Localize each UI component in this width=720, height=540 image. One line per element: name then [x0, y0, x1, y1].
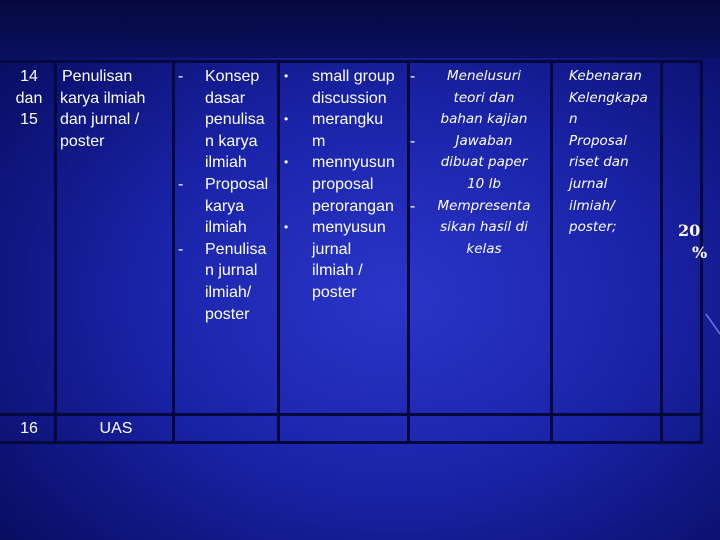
method-line: ilmiah /	[312, 262, 363, 279]
criteria-line: ilmiah/	[569, 198, 615, 214]
week-cell-16: 16	[20, 420, 38, 437]
criteria-line: n	[569, 111, 578, 127]
col-divider	[407, 60, 410, 444]
material-line: n jurnal	[205, 262, 258, 279]
task-line: Mempresenta	[437, 198, 531, 214]
list-dash: -	[410, 198, 416, 215]
material-line: ilmiah/	[205, 284, 252, 301]
task-line: 10 lb	[467, 176, 501, 192]
method-line: jurnal	[312, 241, 352, 258]
material-line: Penulisa	[205, 241, 267, 258]
task-line: dibuat paper	[440, 154, 528, 170]
topic-line: Penulisan	[62, 68, 133, 85]
criteria-line: Kebenaran	[569, 68, 642, 84]
method-line: proposal	[312, 176, 374, 193]
week-line: 14	[20, 68, 38, 85]
week-line: 15	[20, 111, 38, 128]
task-line: teori dan	[453, 90, 515, 106]
list-dash: -	[178, 68, 184, 85]
list-bullet: •	[284, 155, 289, 169]
topic-line: poster	[60, 133, 105, 150]
row-divider	[0, 413, 703, 416]
material-line: ilmiah	[205, 219, 247, 236]
col-divider	[550, 60, 553, 444]
weight-value: 20	[678, 221, 701, 240]
weight-unit: %	[692, 243, 708, 262]
task-line: sikan hasil di	[440, 219, 528, 235]
method-line: discussion	[312, 90, 387, 107]
method-line: m	[312, 133, 326, 150]
method-line: merangku	[312, 111, 384, 128]
col-divider	[660, 60, 663, 444]
topic-line: karya ilmiah	[60, 90, 146, 107]
slide-top-band	[0, 0, 720, 58]
table-border-top	[0, 60, 703, 63]
material-line: Konsep	[205, 68, 260, 85]
material-line: dasar	[205, 90, 246, 107]
material-line: poster	[205, 306, 250, 323]
list-bullet: •	[284, 112, 289, 126]
task-line: bahan kajian	[440, 111, 528, 127]
col-divider	[172, 60, 175, 444]
criteria-line: Proposal	[569, 133, 627, 149]
method-line: perorangan	[312, 198, 394, 215]
list-dash: -	[178, 176, 184, 193]
topic-line: dan jurnal /	[60, 111, 140, 128]
list-bullet: •	[284, 220, 289, 234]
method-line: poster	[312, 284, 357, 301]
decorative-slash	[704, 310, 720, 350]
list-dash: -	[410, 133, 416, 150]
criteria-line: jurnal	[569, 176, 608, 192]
material-line: penulisa	[205, 111, 265, 128]
method-line: menyusun	[312, 219, 386, 236]
criteria-line: Kelengkapa	[569, 90, 648, 106]
week-line: dan	[15, 90, 43, 107]
task-line: kelas	[466, 241, 502, 257]
task-line: Menelusuri	[446, 68, 521, 84]
task-line: Jawaban	[455, 133, 513, 149]
list-dash: -	[178, 241, 184, 258]
material-line: Proposal	[205, 176, 269, 193]
material-line: karya	[205, 198, 245, 215]
list-dash: -	[410, 68, 416, 85]
material-line: n karya	[205, 133, 258, 150]
table-border-bottom	[0, 441, 703, 444]
list-bullet: •	[284, 69, 289, 83]
col-divider	[277, 60, 280, 444]
material-line: ilmiah	[205, 154, 247, 171]
method-line: mennyusun	[312, 154, 395, 171]
method-line: small group	[312, 68, 395, 85]
topic-cell-uas: UAS	[99, 420, 133, 437]
criteria-line: riset dan	[569, 154, 629, 170]
criteria-line: poster;	[569, 219, 617, 235]
